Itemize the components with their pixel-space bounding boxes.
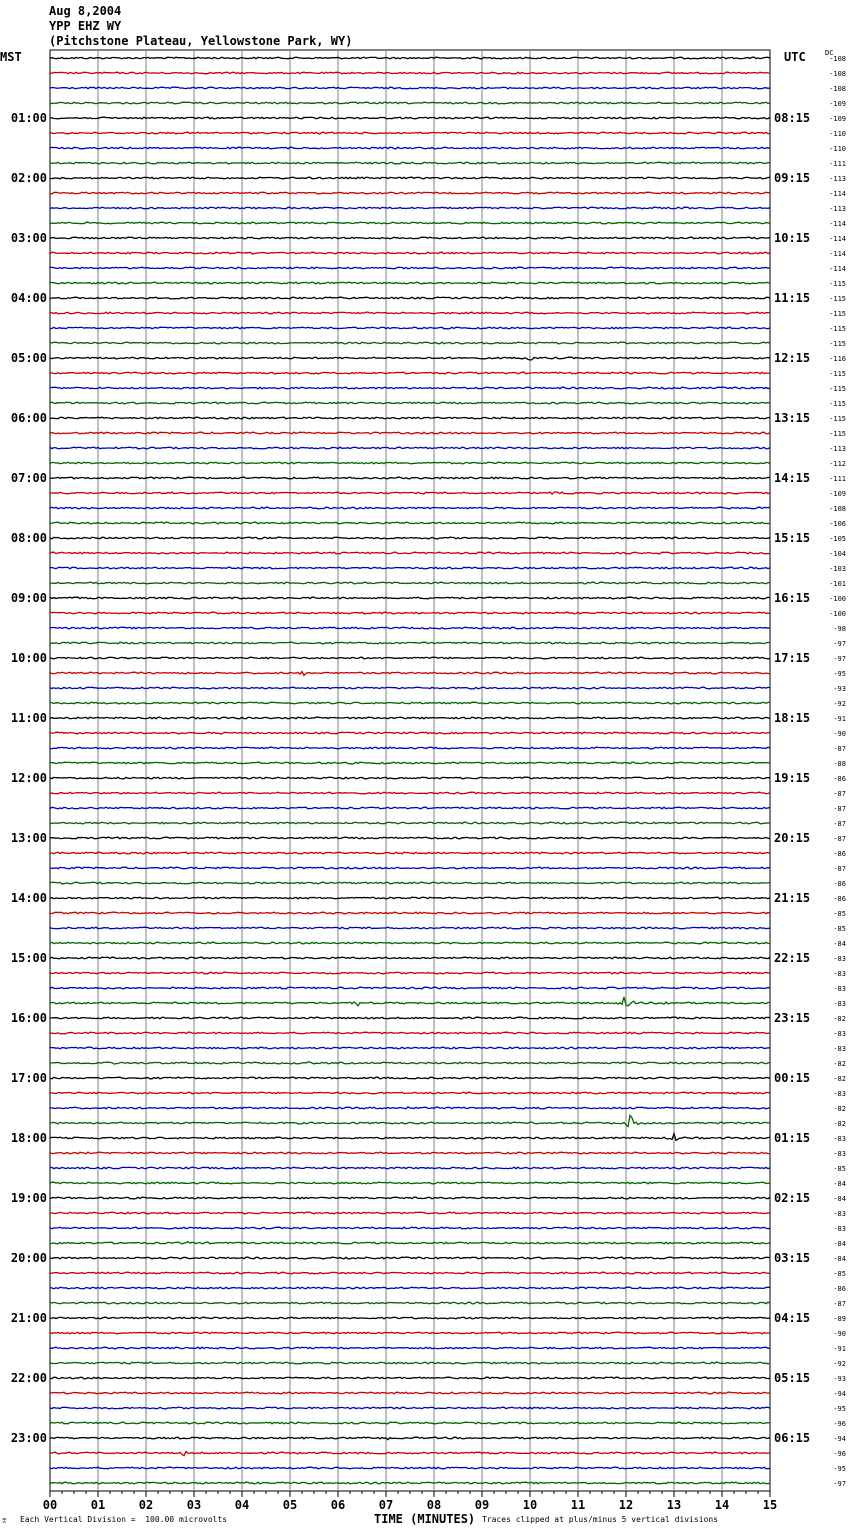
x-tick-label: 02: [138, 1498, 154, 1512]
dc-offset-label: -90: [833, 730, 846, 738]
dc-offset-label: -108: [829, 505, 846, 513]
trace-line: [50, 582, 770, 584]
trace-line: [50, 537, 770, 539]
dc-offset-label: -104: [829, 550, 846, 558]
mst-hour-label: 21:00: [10, 1311, 47, 1325]
dc-offset-label: -97: [833, 655, 846, 663]
trace-line: [50, 1302, 770, 1304]
dc-offset-label: -82: [833, 1105, 846, 1113]
station-code: YPP EHZ WY: [49, 19, 122, 33]
dc-offset-label: -85: [833, 925, 846, 933]
dc-offset-label: -115: [829, 295, 846, 303]
x-tick-label: 06: [330, 1498, 346, 1512]
trace-line: [50, 462, 770, 464]
dc-offset-label: -87: [833, 745, 846, 753]
trace-line: [50, 1115, 770, 1126]
dc-offset-label: -89: [833, 1315, 846, 1323]
dc-offset-label: -95: [833, 1465, 846, 1473]
trace-line: [50, 987, 770, 989]
dc-offset-label: -83: [833, 970, 846, 978]
x-axis-label: TIME (MINUTES): [374, 1512, 476, 1526]
dc-offset-label: -93: [833, 1375, 846, 1383]
dc-offset-label: -86: [833, 895, 846, 903]
trace-line: [50, 627, 770, 629]
dc-offset-label: -88: [833, 760, 846, 768]
x-tick-label: 01: [90, 1498, 106, 1512]
dc-offset-label: -109: [829, 100, 846, 108]
trace-line: [50, 657, 770, 659]
utc-hour-label: 12:15: [774, 351, 811, 365]
mst-hour-label: 01:00: [10, 111, 47, 125]
utc-hour-label: 05:15: [774, 1371, 811, 1385]
mst-hour-label: 19:00: [10, 1191, 47, 1205]
dc-offset-label: -94: [833, 1390, 846, 1398]
dc-offset-label: -114: [829, 235, 846, 243]
trace-line: [50, 1107, 770, 1109]
trace-line: [50, 1482, 770, 1484]
trace-line: [50, 1332, 770, 1334]
trace-line: [50, 72, 770, 74]
trace-line: [50, 372, 770, 374]
utc-hour-label: 06:15: [774, 1431, 811, 1445]
dc-offset-label: -113: [829, 175, 846, 183]
x-tick-label: 05: [282, 1498, 298, 1512]
utc-hour-label: 04:15: [774, 1311, 811, 1325]
dc-offset-label: -113: [829, 445, 846, 453]
trace-line: [50, 822, 770, 824]
trace-line: [50, 1242, 770, 1244]
mst-hour-label: 11:00: [10, 711, 47, 725]
trace-line: [50, 1134, 770, 1141]
dc-offset-label: -114: [829, 265, 846, 273]
x-tick-label: 03: [186, 1498, 202, 1512]
utc-hour-label: 01:15: [774, 1131, 811, 1145]
trace-line: [50, 162, 770, 164]
dc-offset-label: -83: [833, 1000, 846, 1008]
dc-offset-label: -82: [833, 1060, 846, 1068]
dc-offset-label: -111: [829, 160, 846, 168]
dc-offset-label: -96: [833, 1420, 846, 1428]
mst-hour-label: 22:00: [10, 1371, 47, 1385]
trace-line: [50, 522, 770, 524]
trace-line: [50, 1227, 770, 1229]
trace-line: [50, 957, 770, 959]
dc-offset-label: -87: [833, 805, 846, 813]
dc-offset-label: -98: [833, 625, 846, 633]
dc-offset-label: -106: [829, 520, 846, 528]
mst-hour-label: 14:00: [10, 891, 47, 905]
dc-offset-label: -84: [833, 1255, 846, 1263]
dc-offset-label: -95: [833, 1405, 846, 1413]
trace-line: [50, 1422, 770, 1424]
dc-offset-label: -115: [829, 340, 846, 348]
x-tick-label: 15: [762, 1498, 778, 1512]
trace-line: [50, 192, 770, 194]
trace-line: [50, 117, 770, 119]
trace-line: [50, 1317, 770, 1319]
dc-offset-label: -83: [833, 1225, 846, 1233]
dc-offset-label: -116: [829, 355, 846, 363]
trace-line: [50, 312, 770, 314]
dc-offset-label: -84: [833, 1240, 846, 1248]
dc-offset-label: -87: [833, 835, 846, 843]
utc-hour-label: 21:15: [774, 891, 811, 905]
trace-line: [50, 1437, 770, 1439]
dc-offset-label: -105: [829, 535, 846, 543]
trace-line: [50, 1272, 770, 1274]
trace-line: [50, 852, 770, 854]
x-tick-label: 14: [714, 1498, 730, 1512]
mst-hour-label: 23:00: [10, 1431, 47, 1445]
utc-hour-label: 18:15: [774, 711, 811, 725]
dc-offset-label: -108: [829, 70, 846, 78]
utc-hour-label: 22:15: [774, 951, 811, 965]
utc-hour-label: 15:15: [774, 531, 811, 545]
trace-line: [50, 747, 770, 749]
x-tick-label: 07: [378, 1498, 394, 1512]
trace-line: [50, 252, 770, 254]
mst-hour-label: 18:00: [10, 1131, 47, 1145]
utc-hour-label: 14:15: [774, 471, 811, 485]
dc-offset-label: -95: [833, 670, 846, 678]
trace-line: [50, 942, 770, 944]
clip-note: Traces clipped at plus/minus 5 vertical divisions: [482, 1515, 719, 1524]
trace-line: [50, 867, 770, 869]
utc-hour-label: 16:15: [774, 591, 811, 605]
trace-line: [50, 792, 770, 794]
mst-hour-label: 04:00: [10, 291, 47, 305]
dc-offset-label: -83: [833, 1090, 846, 1098]
dc-offset-label: -92: [833, 1360, 846, 1368]
trace-line: [50, 687, 770, 689]
mst-axis-label: MST: [0, 50, 22, 64]
trace-line: [50, 1287, 770, 1289]
trace-line: [50, 762, 770, 764]
trace-line: [50, 1032, 770, 1034]
dc-offset-label: -82: [833, 1075, 846, 1083]
dc-offset-label: -83: [833, 1150, 846, 1158]
trace-line: [50, 102, 770, 104]
trace-line: [50, 1047, 770, 1049]
dc-offset-label: -83: [833, 1210, 846, 1218]
x-tick-label: 13: [666, 1498, 682, 1512]
trace-line: [50, 597, 770, 599]
dc-offset-label: -108: [829, 55, 846, 63]
dc-offset-label: -83: [833, 1045, 846, 1053]
footer-mark-icon: ⌆: [2, 1516, 7, 1525]
mst-hour-label: 02:00: [10, 171, 47, 185]
dc-offset-label: -86: [833, 775, 846, 783]
trace-line: [50, 1467, 770, 1469]
dc-offset-label: -97: [833, 640, 846, 648]
trace-line: [50, 132, 770, 134]
trace-line: [50, 147, 770, 149]
dc-offset-label: -85: [833, 910, 846, 918]
trace-line: [50, 417, 770, 419]
mst-hour-label: 05:00: [10, 351, 47, 365]
x-tick-label: 11: [570, 1498, 586, 1512]
dc-offset-label: -83: [833, 1030, 846, 1038]
dc-offset-label: -87: [833, 865, 846, 873]
trace-line: [50, 507, 770, 509]
x-tick-label: 04: [234, 1498, 250, 1512]
trace-line: [50, 1182, 770, 1184]
trace-line: [50, 432, 770, 434]
trace-line: [50, 357, 770, 360]
trace-line: [50, 342, 770, 344]
utc-hour-label: 02:15: [774, 1191, 811, 1205]
axis-labels: [11, 55, 846, 1512]
mst-hour-label: 06:00: [10, 411, 47, 425]
dc-offset-label: -111: [829, 475, 846, 483]
trace-line: [50, 447, 770, 449]
dc-offset-label: -91: [833, 715, 846, 723]
x-tick-label: 12: [618, 1498, 634, 1512]
trace-line: [50, 387, 770, 389]
utc-hour-label: 10:15: [774, 231, 811, 245]
dc-offset-label: -112: [829, 460, 846, 468]
dc-offset-label: -84: [833, 1180, 846, 1188]
dc-label: DC: [825, 49, 834, 57]
trace-line: [50, 222, 770, 224]
trace-line: [50, 237, 770, 239]
dc-offset-label: -86: [833, 850, 846, 858]
trace-line: [50, 927, 770, 929]
trace-line: [50, 882, 770, 884]
utc-hour-label: 23:15: [774, 1011, 811, 1025]
trace-line: [50, 297, 770, 299]
trace-line: [50, 552, 770, 554]
trace-line: [50, 87, 770, 89]
dc-offset-label: -113: [829, 205, 846, 213]
dc-offset-label: -103: [829, 565, 846, 573]
trace-line: [50, 1017, 770, 1019]
utc-hour-label: 20:15: [774, 831, 811, 845]
trace-line: [50, 1077, 770, 1079]
dc-offset-label: -85: [833, 1270, 846, 1278]
station-location: (Pitchstone Plateau, Yellowstone Park, WY): [49, 34, 353, 48]
dc-offset-label: -93: [833, 685, 846, 693]
trace-line: [50, 672, 770, 676]
trace-line: [50, 1092, 770, 1094]
trace-group: [50, 57, 770, 1484]
dc-offset-label: -115: [829, 400, 846, 408]
dc-offset-label: -109: [829, 490, 846, 498]
dc-offset-label: -110: [829, 130, 846, 138]
record-date: Aug 8,2004: [49, 4, 122, 18]
dc-offset-label: -114: [829, 220, 846, 228]
trace-line: [50, 1377, 770, 1379]
dc-offset-label: -97: [833, 1480, 846, 1488]
trace-line: [50, 1062, 770, 1064]
trace-line: [50, 612, 770, 614]
trace-line: [50, 1212, 770, 1214]
dc-offset-label: -83: [833, 955, 846, 963]
dc-offset-label: -86: [833, 1285, 846, 1293]
trace-line: [50, 1152, 770, 1154]
trace-line: [50, 642, 770, 644]
dc-offset-label: -100: [829, 610, 846, 618]
dc-offset-label: -87: [833, 820, 846, 828]
trace-line: [50, 1392, 770, 1394]
trace-line: [50, 837, 770, 839]
trace-line: [50, 717, 770, 719]
utc-hour-label: 19:15: [774, 771, 811, 785]
dc-offset-label: -115: [829, 325, 846, 333]
trace-line: [50, 807, 770, 809]
trace-line: [50, 997, 770, 1006]
mst-hour-label: 17:00: [10, 1071, 47, 1085]
mst-hour-label: 16:00: [10, 1011, 47, 1025]
trace-line: [50, 1407, 770, 1409]
utc-hour-label: 03:15: [774, 1251, 811, 1265]
utc-axis-label: UTC: [784, 50, 806, 64]
mst-hour-label: 09:00: [10, 591, 47, 605]
dc-offset-label: -96: [833, 1450, 846, 1458]
mst-hour-label: 12:00: [10, 771, 47, 785]
dc-offset-label: -101: [829, 580, 846, 588]
utc-hour-label: 13:15: [774, 411, 811, 425]
trace-line: [50, 177, 770, 179]
trace-line: [50, 897, 770, 899]
trace-line: [50, 402, 770, 404]
dc-offset-label: -114: [829, 250, 846, 258]
x-tick-label: 08: [426, 1498, 442, 1512]
trace-line: [50, 1167, 770, 1169]
dc-offset-label: -91: [833, 1345, 846, 1353]
mst-hour-label: 07:00: [10, 471, 47, 485]
dc-offset-label: -115: [829, 415, 846, 423]
dc-offset-label: -100: [829, 595, 846, 603]
trace-line: [50, 1197, 770, 1199]
dc-offset-label: -115: [829, 385, 846, 393]
dc-offset-label: -108: [829, 85, 846, 93]
trace-line: [50, 1347, 770, 1349]
trace-line: [50, 267, 770, 269]
dc-offset-label: -86: [833, 880, 846, 888]
trace-line: [50, 1362, 770, 1364]
dc-offset-label: -87: [833, 790, 846, 798]
trace-line: [50, 702, 770, 704]
utc-hour-label: 17:15: [774, 651, 811, 665]
trace-line: [50, 567, 770, 569]
dc-offset-label: -115: [829, 280, 846, 288]
dc-offset-label: -83: [833, 1135, 846, 1143]
x-tick-label: 10: [522, 1498, 538, 1512]
dc-offset-label: -94: [833, 1435, 846, 1443]
trace-line: [50, 207, 770, 209]
dc-offset-label: -85: [833, 1165, 846, 1173]
dc-offset-label: -92: [833, 700, 846, 708]
mst-hour-label: 03:00: [10, 231, 47, 245]
dc-offset-label: -115: [829, 370, 846, 378]
trace-line: [50, 1257, 770, 1259]
dc-offset-label: -90: [833, 1330, 846, 1338]
x-tick-label: 09: [474, 1498, 490, 1512]
dc-offset-label: -87: [833, 1300, 846, 1308]
trace-line: [50, 327, 770, 329]
dc-offset-label: -110: [829, 145, 846, 153]
trace-line: [50, 972, 770, 974]
mst-hour-label: 20:00: [10, 1251, 47, 1265]
trace-line: [50, 912, 770, 914]
trace-line: [50, 1452, 770, 1456]
dc-offset-label: -115: [829, 310, 846, 318]
mst-hour-label: 15:00: [10, 951, 47, 965]
dc-offset-label: -115: [829, 430, 846, 438]
trace-line: [50, 777, 770, 779]
mst-hour-label: 08:00: [10, 531, 47, 545]
x-tick-label: 00: [42, 1498, 58, 1512]
dc-offset-label: -83: [833, 985, 846, 993]
trace-line: [50, 492, 770, 494]
trace-line: [50, 282, 770, 284]
utc-hour-label: 08:15: [774, 111, 811, 125]
dc-offset-label: -82: [833, 1015, 846, 1023]
dc-offset-label: -114: [829, 190, 846, 198]
utc-hour-label: 00:15: [774, 1071, 811, 1085]
trace-line: [50, 57, 770, 59]
plot-frame: [50, 50, 770, 1491]
mst-hour-label: 13:00: [10, 831, 47, 845]
mst-hour-label: 10:00: [10, 651, 47, 665]
scale-note: Each Vertical Division = 100.00 microvolts: [20, 1515, 228, 1524]
dc-offset-label: -109: [829, 115, 846, 123]
dc-offset-label: -84: [833, 940, 846, 948]
trace-line: [50, 477, 770, 479]
utc-hour-label: 09:15: [774, 171, 811, 185]
utc-hour-label: 11:15: [774, 291, 811, 305]
dc-offset-label: -84: [833, 1195, 846, 1203]
dc-offset-label: -82: [833, 1120, 846, 1128]
trace-line: [50, 732, 770, 734]
